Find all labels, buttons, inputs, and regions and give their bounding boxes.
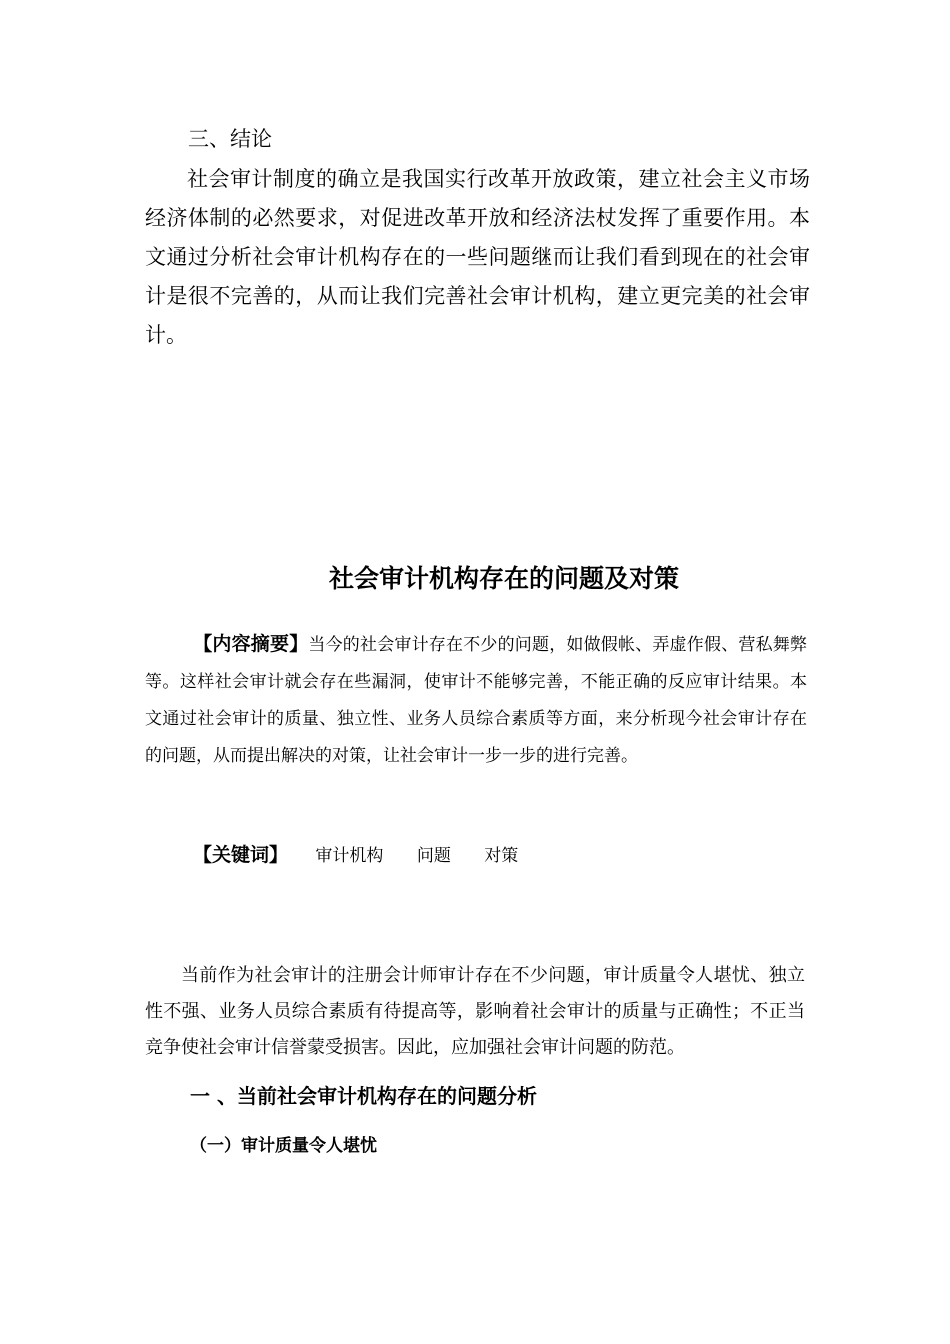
conclusion-heading: 三、结论: [188, 127, 272, 151]
keyword-item: 问题: [416, 846, 451, 866]
subsection-heading: （一）审计质量令人堪忧: [190, 1136, 377, 1156]
intro-paragraph: 当前作为社会审计的注册会计师审计存在不少问题，审计质量令人堪忧、独立性不强、业务人员综合素质有待提高等，影响着社会审计的质量与正确性；不正当竞争使社会审计信誉蒙受损害。因此，应加强社会审计问题的防范。: [145, 965, 805, 1058]
abstract-label: 【内容摘要】: [193, 633, 309, 655]
section-heading: 一 、当前社会审计机构存在的问题分析: [190, 1084, 537, 1108]
abstract-block: [145, 626, 807, 775]
keyword-item: 审计机构: [315, 846, 384, 866]
article-title: 社会审计机构存在的问题及对策: [328, 564, 679, 593]
keywords-row: [193, 838, 546, 873]
abstract-text: 当今的社会审计存在不少的问题，如做假帐、弄虚作假、营私舞弊等。这样社会审计就会存在些漏洞，使审计不能够完善，不能正确的反应审计结果。本文通过社会审计的质量、独立性、业务人员综合素质等方面，来分析现今社会审计存在的问题，从而提出解决的对策，让社会审计一步一步的进行完善。: [145, 635, 807, 766]
conclusion-paragraph: 社会审计制度的确立是我国实行改革开放政策，建立社会主义市场经济体制的必然要求，对促进改革开放和经济法杖发挥了重要作用。本文通过分析社会审计机构存在的一些问题继而让我们看到现在的社会审计是很不完善的，从而让我们完善社会审计机构，建立更完美的社会审计。: [145, 167, 810, 347]
keyword-item: 对策: [484, 846, 519, 866]
keywords-label: 【关键词】: [193, 844, 289, 866]
